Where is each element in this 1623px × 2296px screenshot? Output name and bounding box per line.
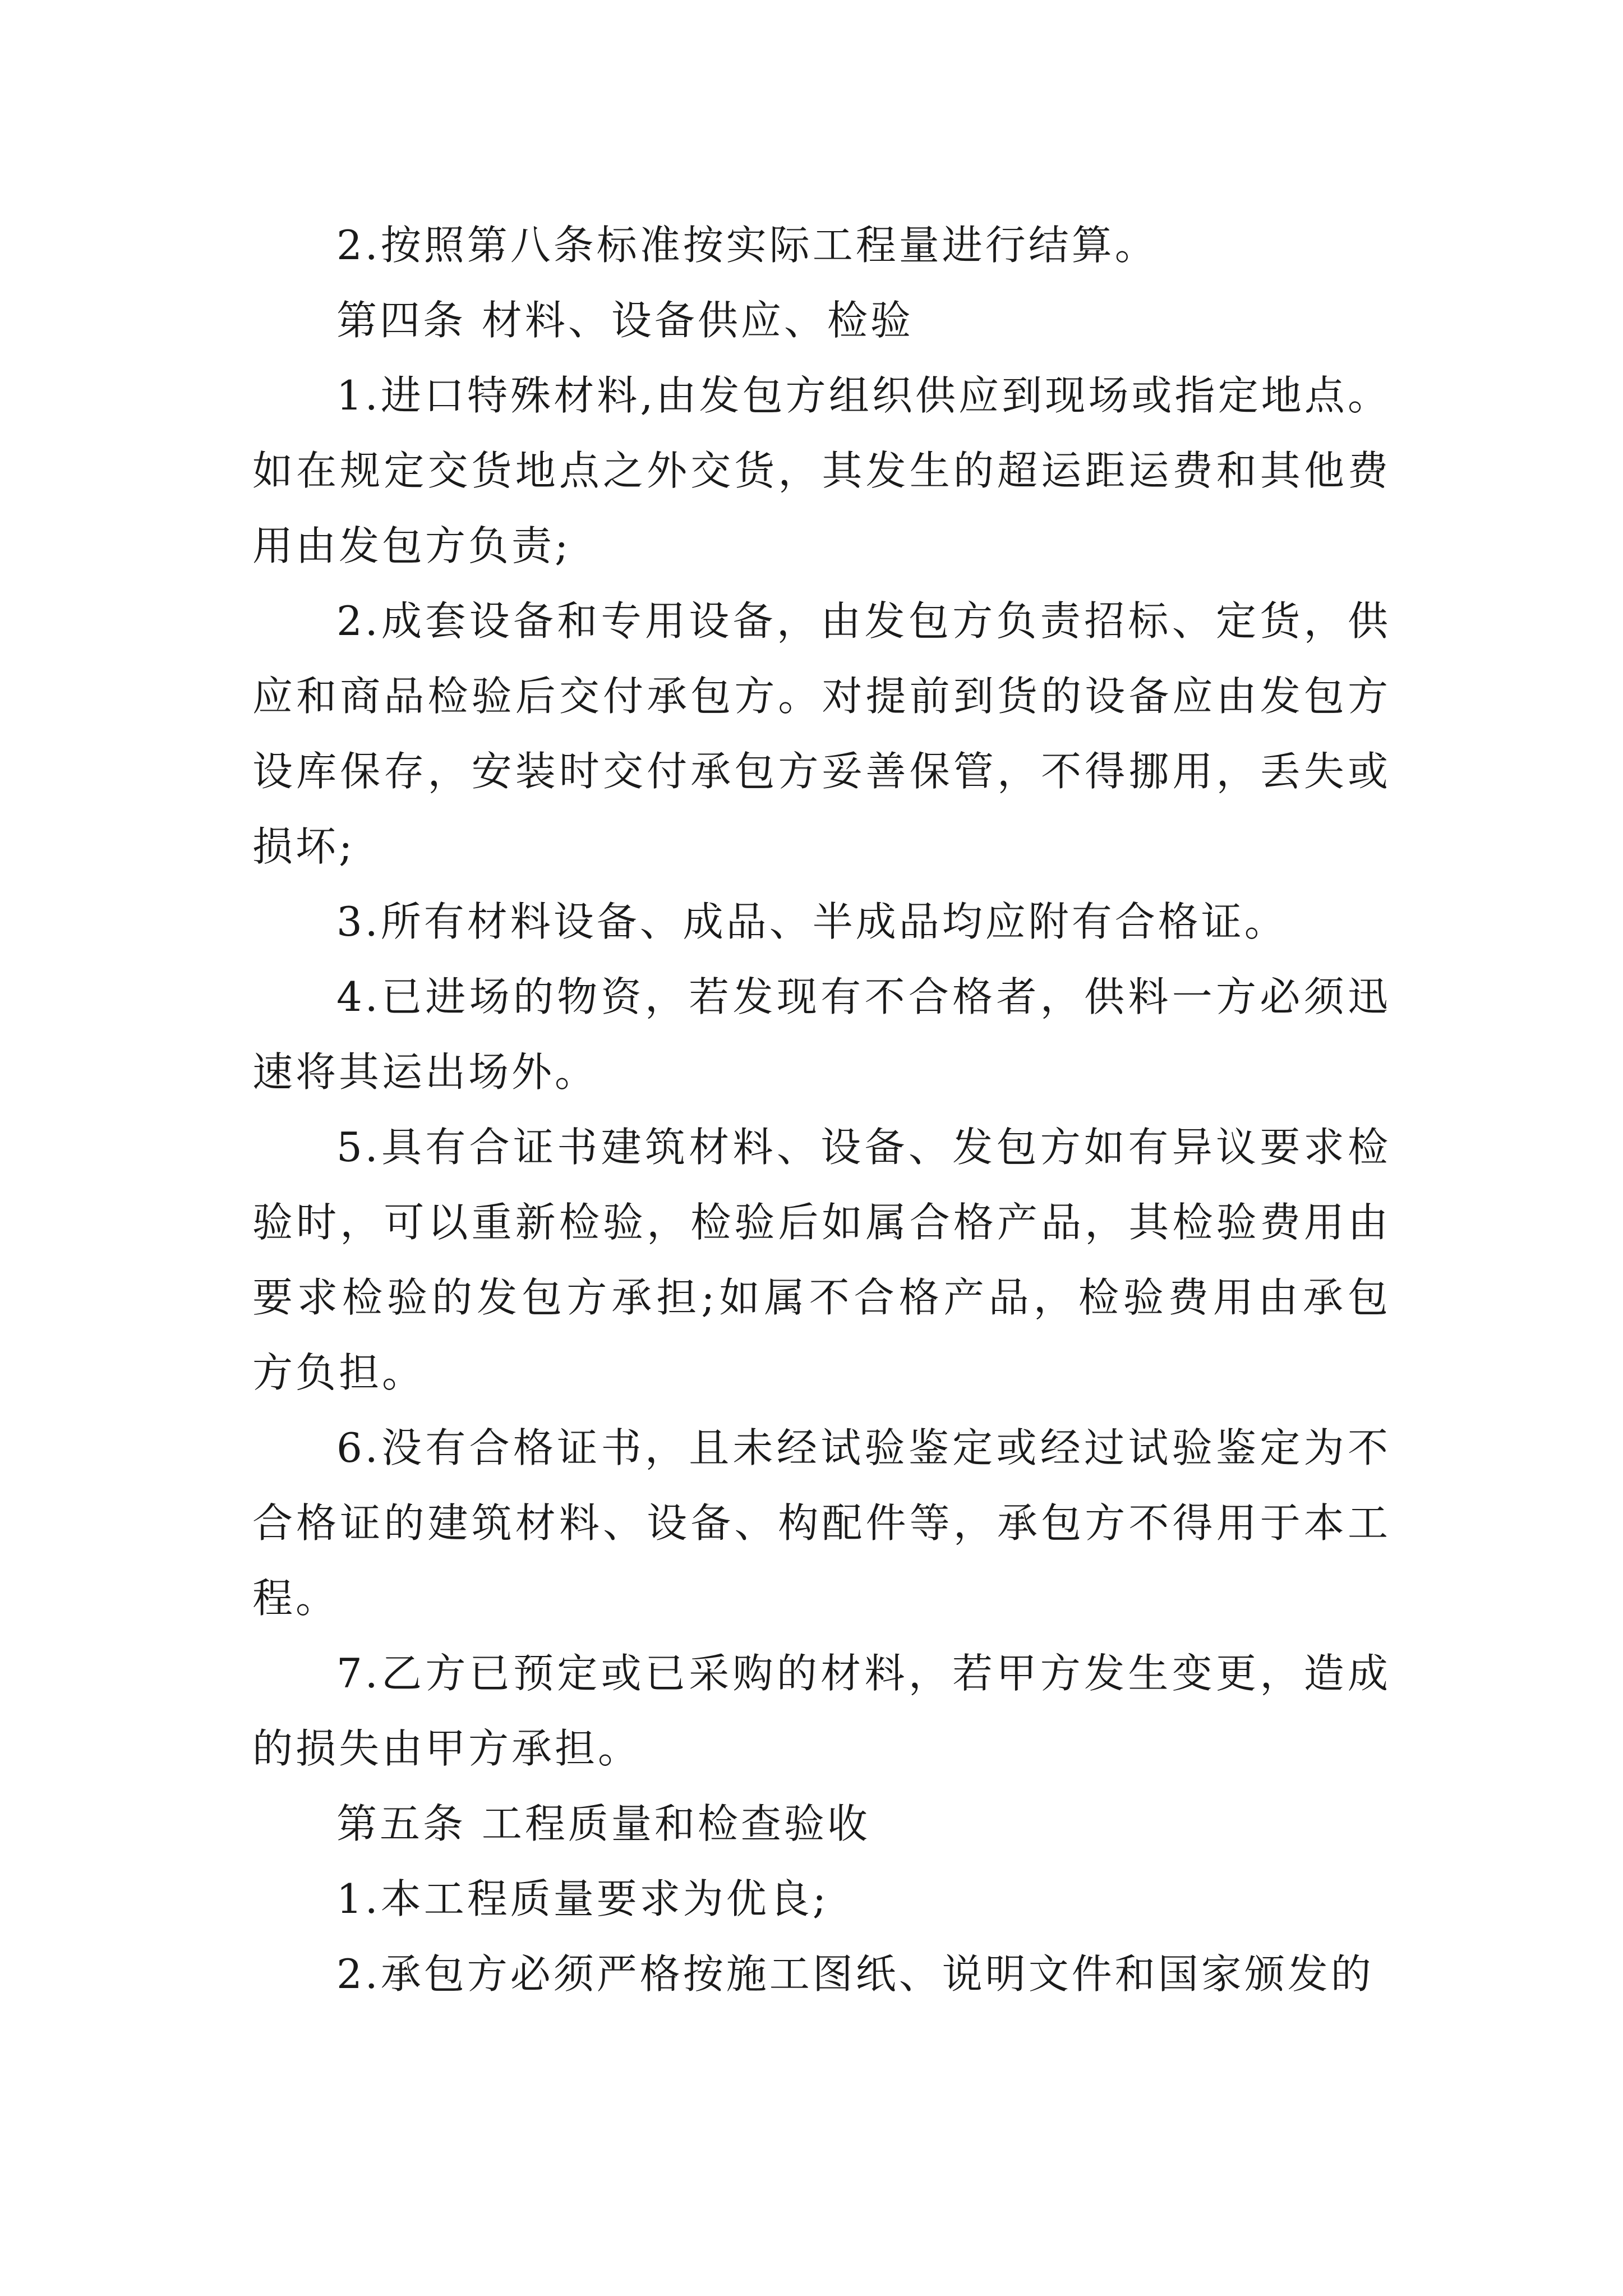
- article-5-heading: 第五条 工程质量和检查验收: [336, 1800, 870, 1847]
- article-4-item-3: 3.所有材料设备、成品、半成品均应附有合格证。: [336, 898, 1288, 945]
- document-body: [252, 208, 1391, 2012]
- article-4-item-2: 2.成套设备和专用设备，由发包方负责招标、定货，供应和商品检验后交付承包方。对提前到货的设备应由发包方设库保存，安装时交付承包方妥善保管，不得挪用，丢失或损坏;: [252, 597, 1391, 870]
- article-5-item-1: 1.本工程质量要求为优良;: [336, 1875, 829, 1922]
- article-4-heading: 第四条 材料、设备供应、检验: [336, 297, 914, 344]
- article-4-item-6: 6.没有合格证书，且未经试验鉴定或经过试验鉴定为不合格证的建筑材料、设备、构配件等，承包方不得用于本工程。: [252, 1424, 1391, 1622]
- article-4-item-4: 4.已进场的物资，若发现有不合格者，供料一方必须迅速将其运出场外。: [252, 973, 1391, 1096]
- article-4-item-7: 7.乙方已预定或已采购的材料，若甲方发生变更，造成的损失由甲方承担。: [252, 1650, 1391, 1772]
- article-4-item-5: 5.具有合证书建筑材料、设备、发包方如有异议要求检验时，可以重新检验，检验后如属合格产品，其检验费用由要求检验的发包方承担;如属不合格产品，检验费用由承包方负担。: [252, 1124, 1391, 1396]
- clause-item-2-settlement: 2.按照第八条标准按实际工程量进行结算。: [336, 222, 1158, 269]
- article-5-item-2: 2.承包方必须严格按施工图纸、说明文件和国家颁发的: [336, 1950, 1374, 1998]
- article-4-item-1: 1.进口特殊材料,由发包方组织供应到现场或指定地点。如在规定交货地点之外交货，其发生的超运距运费和其他费用由发包方负责;: [252, 372, 1391, 569]
